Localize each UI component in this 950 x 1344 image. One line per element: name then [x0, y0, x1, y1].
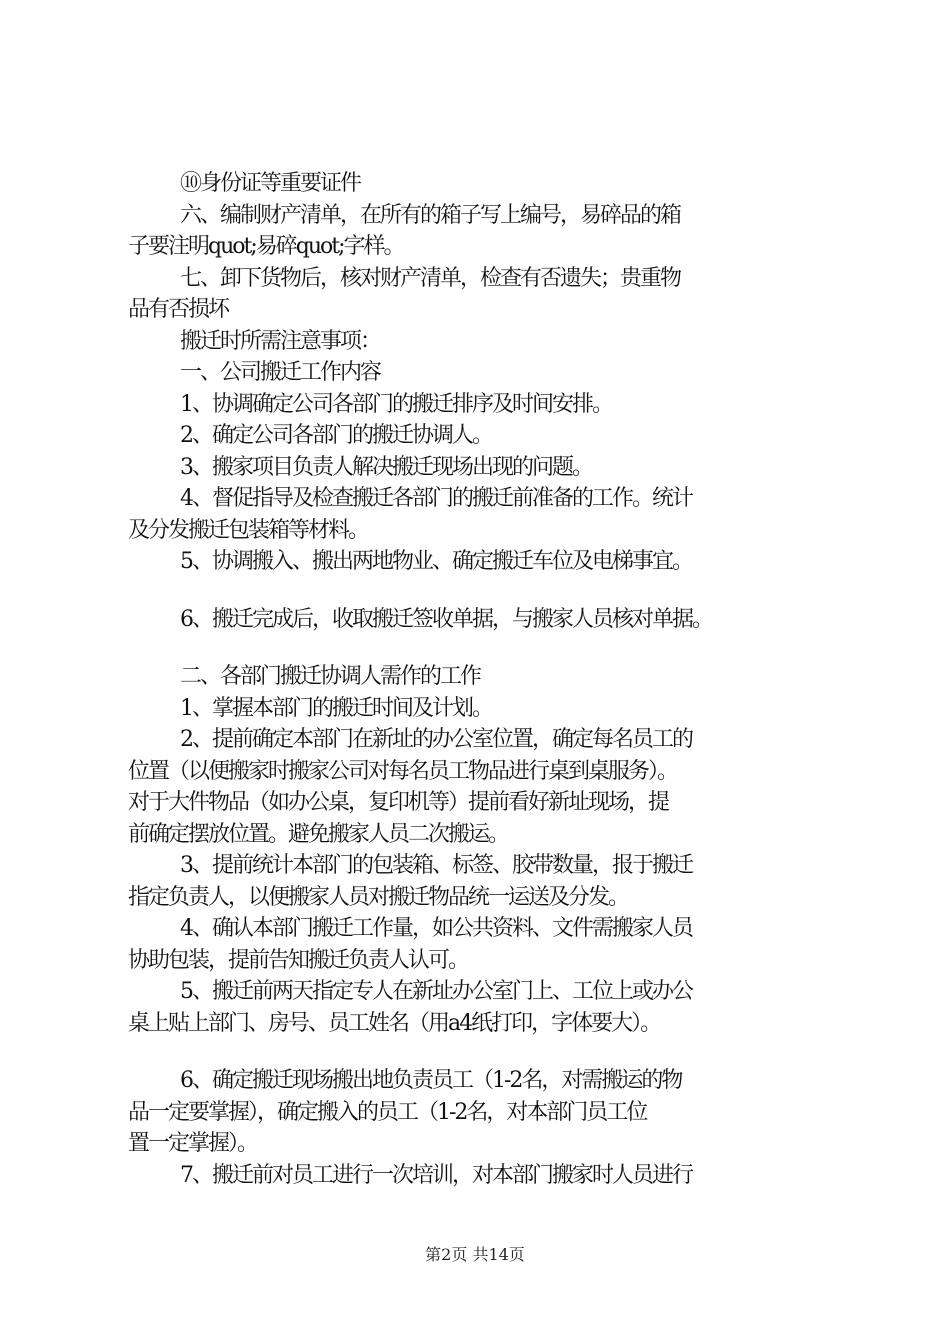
text-line: 品一定要掌握），确定搬入的员工（1-2名，对本部门员工位	[128, 1099, 647, 1125]
paragraph-gap	[128, 635, 832, 661]
text-line: 二、各部门搬迁协调人需作的工作	[180, 664, 481, 689]
text-line: 桌上贴上部门、房号、员工姓名（用a4纸打印，字体要大）。	[128, 1010, 661, 1036]
text-line: 2、确定公司各部门的搬迁协调人。	[180, 423, 492, 448]
text-line: 对于大件物品（如办公桌，复印机等）提前看好新址现场，提	[128, 790, 669, 815]
text-line: 1、掌握本部门的搬迁时间及计划。	[180, 695, 492, 721]
page-footer: 第2页 共14页	[425, 1245, 525, 1264]
text-line: 4、督促指导及检查搬迁各部门的搬迁前准备的工作。统计	[180, 486, 692, 511]
text-line: 4、确认本部门搬迁工作量，如公共资料、文件需搬家人员	[180, 916, 692, 941]
text-line: 前确定摆放位置。避免搬家人员二次搬运。	[128, 821, 509, 847]
text-line: 6、搬迁完成后，收取搬迁签收单据，与搬家人员核对单据。	[180, 606, 712, 632]
text-line: 指定负责人，以便搬家人员对搬迁物品统一运送及分发。	[128, 884, 629, 910]
text-line: 2、提前确定本部门在新址的办公室位置，确定每名员工的	[180, 727, 692, 752]
text-line: 7、搬迁前对员工进行一次培训，对本部门搬家时人员进行	[180, 1162, 692, 1188]
text-line: 六、编制财产清单，在所有的箱子写上编号，易碎品的箱	[180, 202, 681, 228]
text-line: 及分发搬迁包装箱等材料。	[128, 517, 369, 543]
text-line: 搬迁时所需注意事项：	[180, 328, 381, 354]
text-line: 协助包装，提前告知搬迁负责人认可。	[128, 947, 469, 973]
text-line: 1、协调确定公司各部门的搬迁排序及时间安排。	[180, 391, 612, 417]
text-line: 6、确定搬迁现场搬出地负责员工（1-2名，对需搬运的物	[180, 1068, 682, 1093]
document-body	[128, 168, 832, 1191]
text-line: 3、提前统计本部门的包装箱、标签、胶带数量，报于搬迁	[180, 853, 692, 878]
text-line: 置一定掌握）。	[128, 1131, 258, 1156]
text-line: 5、协调搬入、搬出两地物业、确定搬迁车位及电梯事宜。	[180, 549, 692, 574]
text-line: 5、搬迁前两天指定专人在新址办公室门上、工位上或办公	[180, 979, 692, 1004]
text-line: 品有否损坏	[128, 297, 229, 322]
text-line: 子要注明quot;易碎quot;字样。	[128, 234, 404, 259]
paragraph-gap	[128, 1039, 832, 1065]
text-line: 七、卸下货物后，核对财产清单，检查有否遗失；贵重物	[180, 265, 681, 291]
paragraph-gap	[128, 578, 832, 604]
text-line: 3、搬家项目负责人解决搬迁现场出现的问题。	[180, 454, 592, 480]
text-line: 一、公司搬迁工作内容	[180, 360, 381, 385]
text-line: ⑩身份证等重要证件	[180, 171, 361, 196]
text-line: 位置（以便搬家时搬家公司对每名员工物品进行桌到桌服务）。	[128, 758, 678, 784]
